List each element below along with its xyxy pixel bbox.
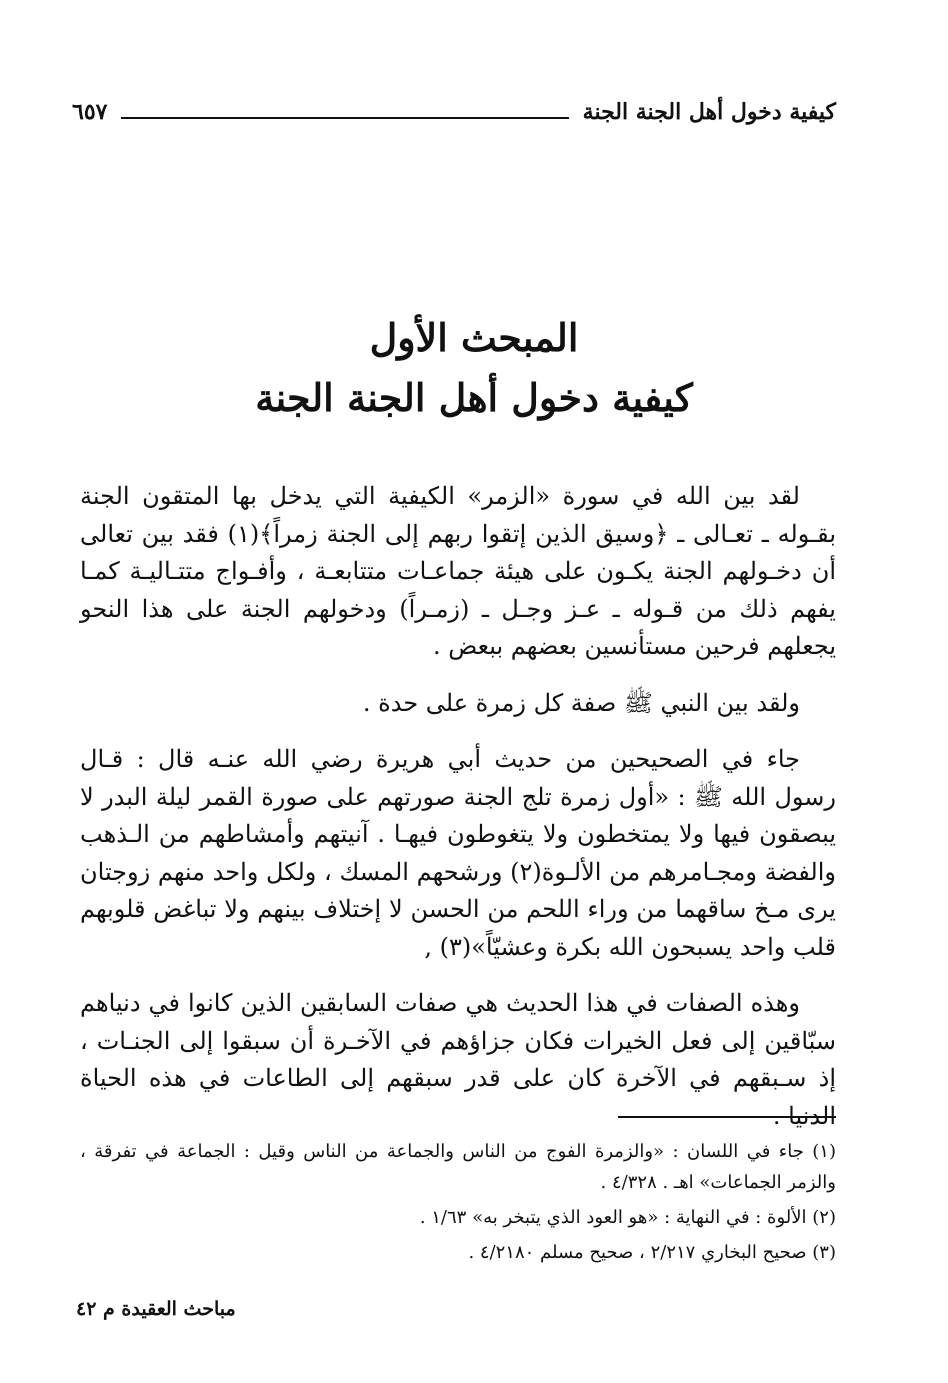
footnotes [80,1136,836,1272]
paragraph-2: ولقد بين النبي ﷺ صفة كل زمرة على حدة . [362,688,800,717]
footnote-3: (٣) صحيح البخاري ٢/٢١٧ ، صحيح مسلم ٤/٢١٨٠ . [468,1242,836,1263]
footnote-separator [618,1116,836,1118]
chapter-heading [0,308,948,428]
chapter-subtitle: كيفية دخول أهل الجنة الجنة [255,375,693,420]
footnote-2: (٢) الألوة : في النهاية : «هو العود الذي يتبخر به» ١/٦٣ . [419,1207,836,1228]
chapter-title: المبحث الأول [369,315,579,360]
signature-mark: مباحث العقيدة م ٤٢ [76,1298,236,1320]
body-text [80,478,836,1154]
page-number: ٦٥٧ [72,99,108,125]
paragraph-4: وهذه الصفات في هذا الحديث هي صفات السابقين الذين كانوا في دنياهم سبّاقين إلى فعل الخيرات فكان جزاؤهم في الآخـرة أن سبقوا إلى الجنـات ، إذ سـبقهم في الآخرة كان على قدر سبقهم إلى الطاعات في هذه الحياة الدنيا . [80,989,836,1130]
footnote-1: (١) جاء في اللسان : «والزمرة الفوج من الناس والجماعة من الناس وقيل : الجماعة في تفرقة ، والزمر الجماعات» اهـ . ٤/٣٢٨ . [80,1141,836,1193]
paragraph-3: جاء في الصحيحين من حديث أبي هريرة رضي الله عنـه قال : قـال رسول الله ﷺ : «أول زمرة تلج الجنة صورتهم على صورة القمر ليلة البدر لا يبصقون فيها ولا يمتخطون ولا يتغوطون فيهـا . آنيتهم وأمشاطهم من الـذهب والفضة ومجـامرهم من الألـوة(٢) ورشحهم المسك ، ولكل واحد منهم زوجتان يرى مـخ ساقهما من وراء اللحم من الحسن لا إختلاف بينهم ولا تباغض قلوبهم قلب واحد يسبحون الله بكرة وعشيّاً»(٣) , [80,745,836,961]
running-header [72,92,836,132]
header-rule [121,117,568,119]
paragraph-1: لقد بين الله في سورة «الزمر» الكيفية التي يدخل بها المتقون الجنة بقـوله ـ تعـالى ـ ﴿وسيق الذين إتقوا ربهم إلى الجنة زمراً﴾(١) فقد بين تعالى أن دخـولهم الجنة يكـون على هيئة جماعـات متتابعـة ، وأفـواج متتـاليـة كمـا يفهم ذلك من قـوله ـ عـز وجـل ـ (زمـراً) ودخولهم الجنة على هذا النحو يجعلهم فرحين مستأنسين بعضهم ببعض . [80,482,836,660]
header-title: كيفية دخول أهل الجنة الجنة [582,99,836,125]
